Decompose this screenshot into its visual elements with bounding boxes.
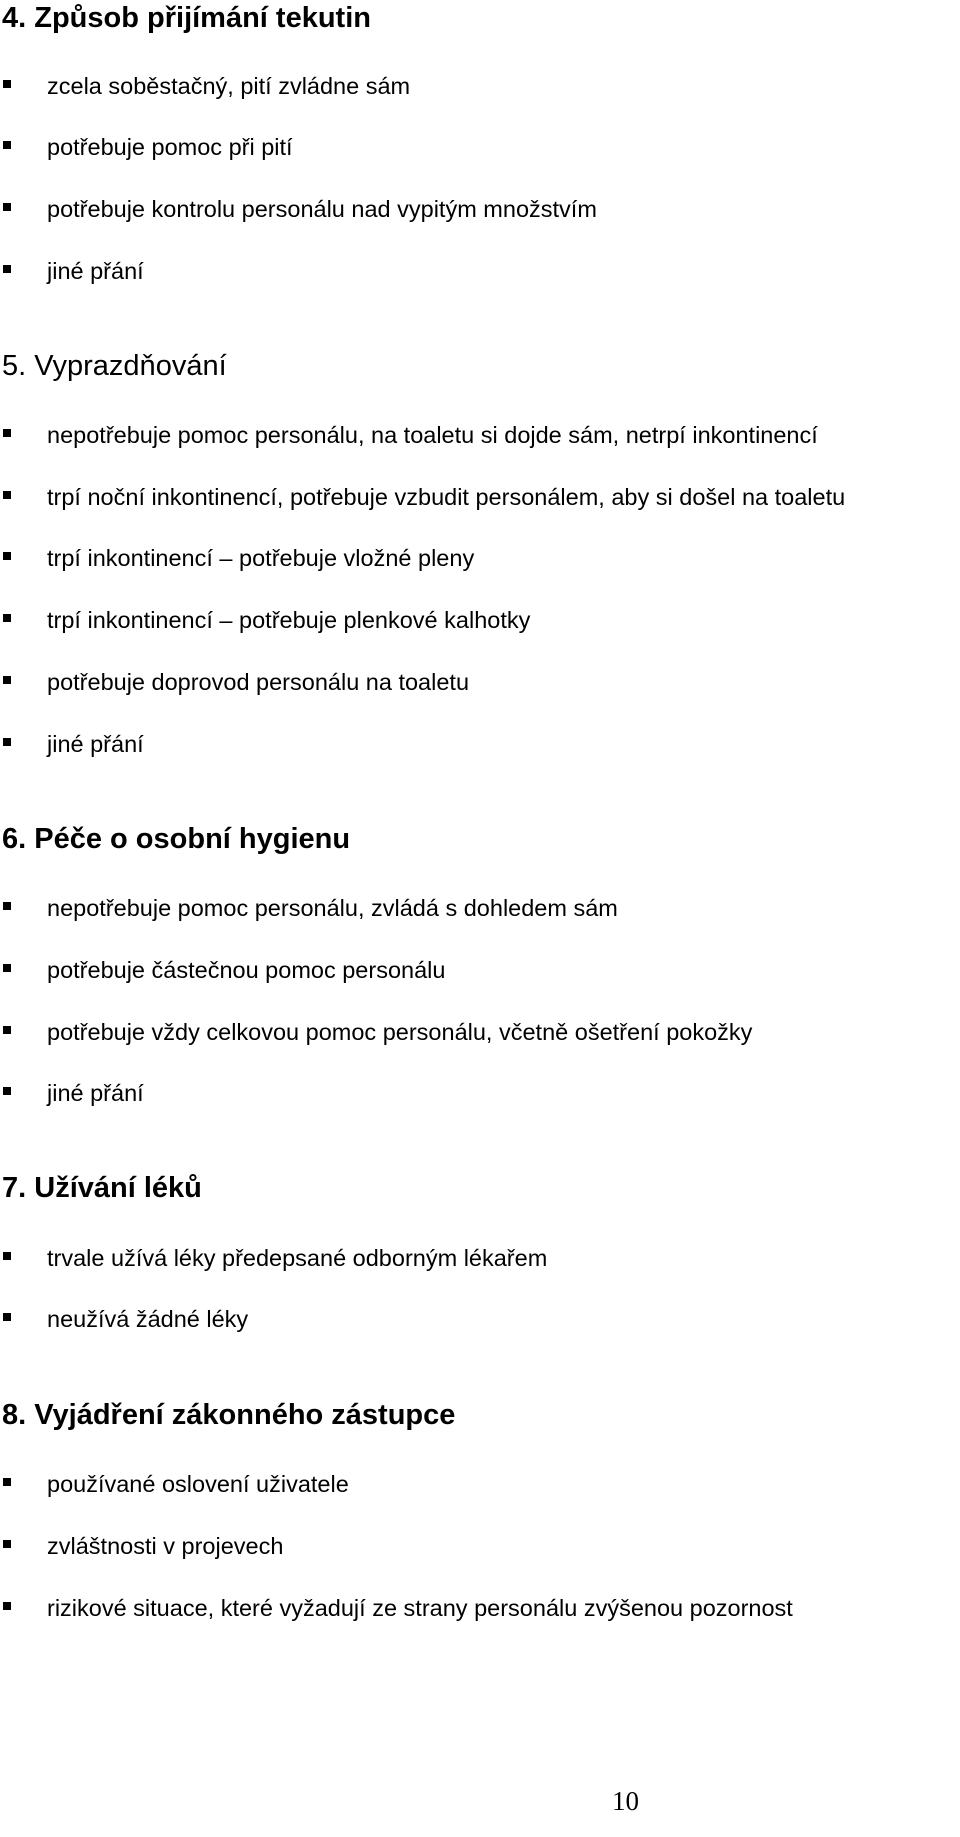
list-item bbox=[0, 1077, 960, 1109]
bullet-icon bbox=[3, 429, 11, 437]
list-item-text: rizikové situace, které vyžadují ze strany personálu zvýšenou pozornost bbox=[47, 1595, 793, 1621]
list-item bbox=[0, 954, 960, 986]
list-item bbox=[0, 1592, 960, 1624]
list-item-text: potřebuje doprovod personálu na toaletu bbox=[47, 669, 470, 695]
list-item-text: nepotřebuje pomoc personálu, na toaletu si dojde sám, netrpí inkontinencí bbox=[47, 422, 818, 448]
list-item bbox=[0, 419, 960, 451]
list-item bbox=[0, 481, 960, 513]
section-7-heading bbox=[2, 1170, 202, 1206]
list-item bbox=[0, 1530, 960, 1562]
list-item bbox=[0, 604, 960, 636]
section-5-heading bbox=[2, 348, 227, 384]
list-item-text: potřebuje pomoc při pití bbox=[47, 134, 293, 160]
list-item-text: trpí inkontinencí – potřebuje plenkové kalhotky bbox=[47, 607, 531, 633]
list-item bbox=[0, 131, 960, 163]
list-item bbox=[0, 1468, 960, 1500]
bullet-icon bbox=[3, 738, 11, 746]
bullet-icon bbox=[3, 614, 11, 622]
list-item-text: používané oslovení uživatele bbox=[47, 1471, 349, 1497]
section-6-heading bbox=[2, 821, 350, 857]
list-item bbox=[0, 255, 960, 287]
section-8-number: 8. bbox=[2, 1399, 27, 1431]
list-item-text: potřebuje částečnou pomoc personálu bbox=[47, 957, 446, 983]
bullet-icon bbox=[3, 1478, 11, 1486]
list-item-text: zvláštnosti v projevech bbox=[47, 1533, 284, 1559]
list-item bbox=[0, 542, 960, 574]
list-item-text: potřebuje vždy celkovou pomoc personálu, včetně ošetření pokožky bbox=[47, 1019, 753, 1045]
bullet-icon bbox=[3, 80, 11, 88]
list-item bbox=[0, 70, 960, 102]
list-item bbox=[0, 666, 960, 698]
bullet-icon bbox=[3, 676, 11, 684]
bullet-icon bbox=[3, 491, 11, 499]
list-item-text: jiné přání bbox=[47, 258, 144, 284]
list-item bbox=[0, 1016, 960, 1048]
section-7-title: Užívání léků bbox=[34, 1172, 202, 1204]
bullet-icon bbox=[3, 1540, 11, 1548]
section-4-number: 4. bbox=[2, 2, 27, 34]
section-4-title: Způsob přijímání tekutin bbox=[34, 2, 371, 34]
bullet-icon bbox=[3, 1026, 11, 1034]
list-item bbox=[0, 1242, 960, 1274]
section-6-title: Péče o osobní hygienu bbox=[34, 823, 351, 855]
list-item-text: trpí inkontinencí – potřebuje vložné pleny bbox=[47, 545, 475, 571]
list-item bbox=[0, 892, 960, 924]
list-item-text: zcela soběstačný, pití zvládne sám bbox=[47, 73, 411, 99]
list-item bbox=[0, 728, 960, 760]
list-item bbox=[0, 1303, 960, 1335]
bullet-icon bbox=[3, 265, 11, 273]
bullet-icon bbox=[3, 203, 11, 211]
bullet-icon bbox=[3, 552, 11, 560]
list-item-text: jiné přání bbox=[47, 1080, 144, 1106]
bullet-icon bbox=[3, 1252, 11, 1260]
bullet-icon bbox=[3, 902, 11, 910]
list-item bbox=[0, 193, 960, 225]
section-4-heading bbox=[2, 0, 371, 36]
list-item-text: neužívá žádné léky bbox=[47, 1306, 249, 1332]
section-8-title: Vyjádření zákonného zástupce bbox=[34, 1399, 456, 1431]
bullet-icon bbox=[3, 141, 11, 149]
bullet-icon bbox=[3, 1087, 11, 1095]
page-number: 10 bbox=[612, 1786, 639, 1816]
section-8-heading bbox=[2, 1397, 455, 1433]
list-item-text: trvale užívá léky předepsané odborným lékařem bbox=[47, 1245, 548, 1271]
list-item-text: nepotřebuje pomoc personálu, zvládá s dohledem sám bbox=[47, 895, 618, 921]
section-5-number: 5. bbox=[2, 350, 27, 382]
section-5-title: Vyprazdňování bbox=[34, 350, 227, 382]
section-6-number: 6. bbox=[2, 823, 27, 855]
list-item-text: potřebuje kontrolu personálu nad vypitým množstvím bbox=[47, 196, 597, 222]
list-item-text: trpí noční inkontinencí, potřebuje vzbudit personálem, aby si došel na toaletu bbox=[47, 484, 846, 510]
bullet-icon bbox=[3, 1602, 11, 1610]
bullet-icon bbox=[3, 1313, 11, 1321]
section-7-number: 7. bbox=[2, 1172, 27, 1204]
list-item-text: jiné přání bbox=[47, 731, 144, 757]
bullet-icon bbox=[3, 964, 11, 972]
